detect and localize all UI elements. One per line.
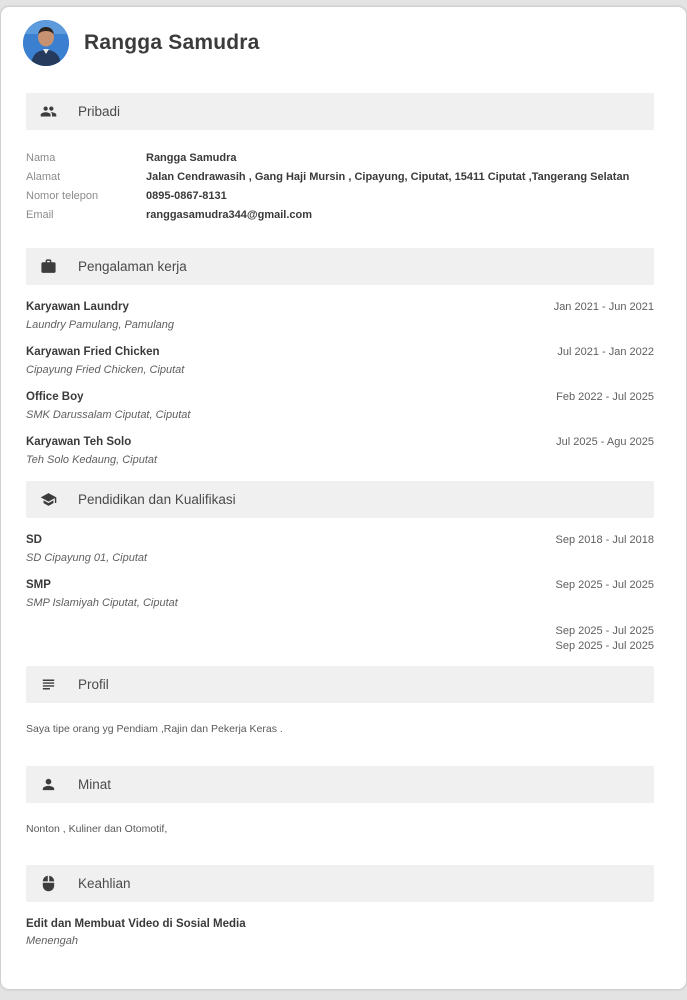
- job-employer: Cipayung Fried Chicken, Ciputat: [26, 364, 185, 376]
- section-title-minat: Minat: [78, 777, 112, 792]
- section-pendidikan: [26, 481, 654, 654]
- education-school: SMP Islamiyah Ciputat, Ciputat: [26, 597, 178, 609]
- avatar: [23, 20, 69, 66]
- experience-entries: [26, 301, 654, 466]
- person-icon: [40, 776, 57, 793]
- section-minat: [26, 766, 654, 803]
- section-keahlian: [26, 865, 654, 902]
- personal-fields: [26, 149, 654, 225]
- job-title: Karyawan Fried Chicken: [26, 346, 160, 358]
- field-value: 0895-0867-8131: [146, 190, 227, 202]
- briefcase-icon: [40, 258, 57, 275]
- people-icon: [40, 103, 57, 120]
- education-school: SD Cipayung 01, Ciputat: [26, 552, 148, 564]
- experience-entry: [26, 346, 654, 376]
- education-dates: Sep 2025 - Jul 2025: [555, 625, 654, 637]
- section-header-pengalaman: [26, 248, 654, 285]
- profile-text: Saya tipe orang yg Pendiam ,Rajin dan Pekerja Keras .: [26, 723, 283, 735]
- section-title-keahlian: Keahlian: [78, 876, 131, 891]
- job-employer: Laundry Pamulang, Pamulang: [26, 319, 174, 331]
- skill-level: Menengah: [26, 935, 78, 947]
- job-dates: Feb 2022 - Jul 2025: [556, 391, 654, 403]
- job-dates: Jul 2025 - Agu 2025: [556, 436, 654, 448]
- section-title-pendidikan: Pendidikan dan Kualifikasi: [78, 492, 236, 507]
- experience-entry: [26, 301, 654, 331]
- field-value: Rangga Samudra: [146, 152, 237, 164]
- field-label: Nomor telepon: [26, 190, 99, 202]
- section-header-pendidikan: [26, 481, 654, 518]
- page-title: Rangga Samudra: [84, 31, 260, 54]
- job-employer: Teh Solo Kedaung, Ciputat: [26, 454, 158, 466]
- field-row-email: [26, 206, 654, 225]
- field-row-nama: [26, 149, 654, 168]
- section-title-profil: Profil: [78, 677, 109, 692]
- job-employer: SMK Darussalam Ciputat, Ciputat: [26, 409, 191, 421]
- field-label: Nama: [26, 152, 56, 164]
- job-title: Karyawan Laundry: [26, 301, 129, 313]
- job-dates: Jan 2021 - Jun 2021: [553, 301, 654, 313]
- skill-title: Edit dan Membuat Video di Sosial Media: [26, 918, 246, 930]
- field-label: Alamat: [26, 171, 61, 183]
- education-empty-entries: [26, 624, 654, 654]
- education-entries: [26, 534, 654, 654]
- section-pribadi: [26, 93, 654, 225]
- education-title: SMP: [26, 579, 51, 591]
- job-dates: Jul 2021 - Jan 2022: [557, 346, 654, 358]
- field-label: Email: [26, 209, 54, 221]
- education-dates: Sep 2025 - Jul 2025: [555, 579, 654, 591]
- section-header-minat: [26, 766, 654, 803]
- mouse-icon: [40, 875, 57, 892]
- section-profil: [26, 666, 654, 703]
- education-dates: Sep 2025 - Jul 2025: [555, 640, 654, 652]
- education-title: SD: [26, 534, 42, 546]
- section-header-profil: [26, 666, 654, 703]
- section-pengalaman-kerja: [26, 248, 654, 466]
- job-title: Karyawan Teh Solo: [26, 436, 132, 448]
- cv-header: [1, 7, 686, 66]
- field-value: Jalan Cendrawasih , Gang Haji Mursin , Cipayung, Ciputat, 15411 Ciputat ,Tangerang Selatan: [146, 171, 630, 183]
- education-dates: Sep 2018 - Jul 2018: [555, 534, 654, 546]
- field-row-alamat: [26, 168, 654, 187]
- section-header-pribadi: [26, 93, 654, 130]
- graduation-cap-icon: [40, 491, 57, 508]
- cv-document: [1, 7, 686, 989]
- field-value: ranggasamudra344@gmail.com: [146, 209, 313, 221]
- experience-entry: [26, 391, 654, 421]
- text-lines-icon: [40, 676, 57, 693]
- avatar-photo: [23, 20, 69, 66]
- section-title-pribadi: Pribadi: [78, 104, 121, 119]
- experience-entry: [26, 436, 654, 466]
- interests-text: Nonton , Kuliner dan Otomotif,: [26, 823, 168, 835]
- field-row-telepon: [26, 187, 654, 206]
- job-title: Office Boy: [26, 391, 84, 403]
- section-header-keahlian: [26, 865, 654, 902]
- education-entry: [26, 534, 654, 564]
- education-entry: [26, 579, 654, 609]
- section-title-pengalaman: Pengalaman kerja: [78, 259, 187, 274]
- skill-entry: [26, 918, 654, 947]
